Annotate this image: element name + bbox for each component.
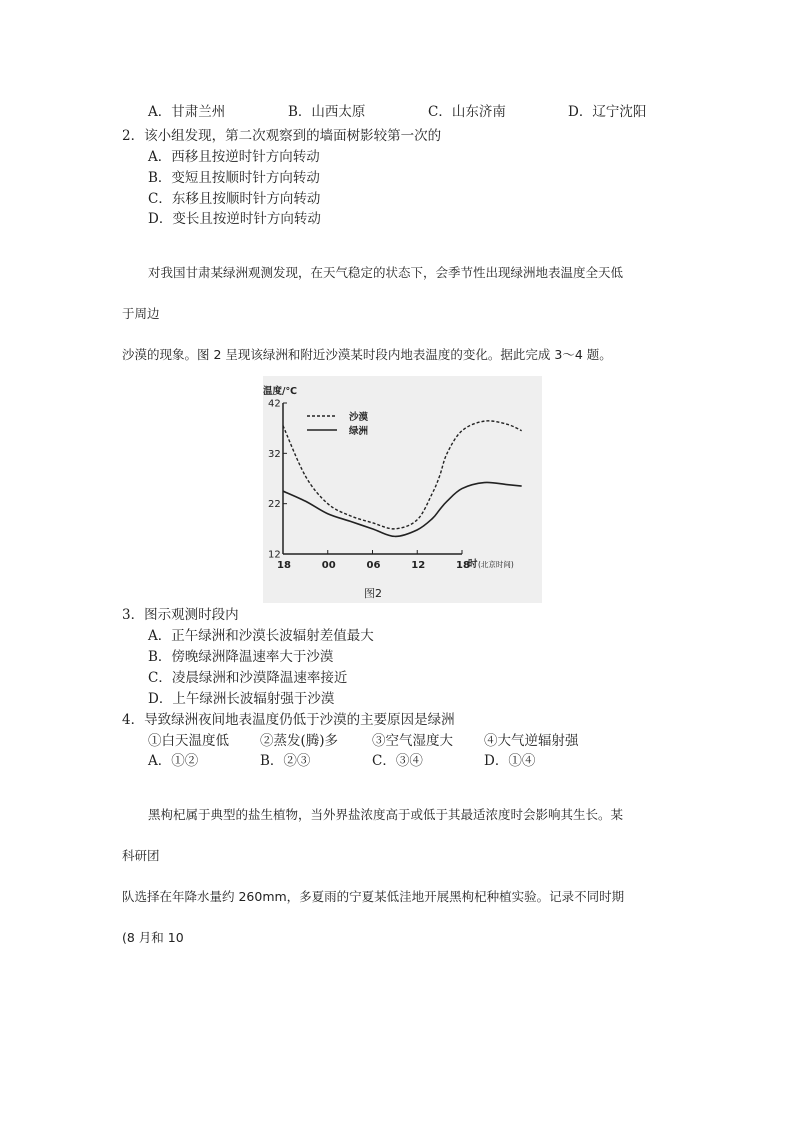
passage2-line3: 队选择在年降水量约 260mm，多夏雨的宁夏某低洼地开展黑枸杞种植实验。记录不同时期 [122, 889, 625, 904]
q2-option-b: B．变短且按顺时针方向转动 [148, 170, 320, 186]
passage2-line1: 黑枸杞属于典型的盐生植物，当外界盐浓度高于或低于其最适浓度时会影响其生长。某 [148, 807, 624, 822]
q4-option-c: C．③④ [372, 753, 423, 769]
q4-item-4: ④大气逆辐射强 [484, 733, 579, 749]
x-tick-label: 12 [411, 560, 426, 571]
figure-2 [263, 376, 542, 603]
y-tick-label: 32 [268, 448, 281, 460]
legend-label-desert: 沙漠 [349, 412, 369, 423]
passage1-line1: 对我国甘肃某绿洲观测发现，在天气稳定的状态下，会季节性出现绿洲地表温度全天低 [148, 265, 624, 280]
legend-label-oasis: 绿洲 [349, 426, 369, 437]
q2-option-c: C．东移且按顺时针方向转动 [148, 191, 321, 207]
passage2-line2: 科研团 [122, 848, 160, 863]
x-tick-label: 06 [366, 560, 381, 571]
q3-option-c: C．凌晨绿洲和沙漠降温速率接近 [148, 670, 348, 686]
q4-item-3: ③空气湿度大 [372, 733, 453, 749]
q3-option-b: B．傍晚绿洲降温速率大于沙漠 [148, 649, 334, 665]
q1-option-a: A．甘肃兰州 [148, 104, 226, 120]
q4-option-a: A．①② [148, 753, 199, 769]
q3-option-d: D．上午绿洲长波辐射强于沙漠 [148, 691, 335, 707]
q3-option-a: A．正午绿洲和沙漠长波辐射差值最大 [148, 628, 374, 644]
passage1-line3: 沙漠的现象。图 2 呈现该绿洲和附近沙漠某时段内地表温度的变化。据此完成 3～4 题。 [122, 347, 612, 362]
y-tick-label: 12 [268, 549, 281, 561]
q3-stem: 3．图示观测时段内 [122, 607, 239, 623]
x-axis-note: (北京时间) [478, 560, 514, 569]
q2-stem: 2．该小组发现，第二次观察到的墙面树影较第一次的 [122, 128, 442, 144]
q2-option-d: D．变长且按逆时针方向转动 [148, 211, 321, 227]
y-tick-label: 42 [268, 398, 281, 410]
series-line-desert [283, 421, 522, 529]
q4-item-1: ①白天温度低 [148, 733, 229, 749]
passage2-line4: (8 月和 10 [122, 930, 184, 945]
temperature-chart [263, 376, 542, 603]
q1-option-c: C．山东济南 [428, 104, 506, 120]
q4-item-2: ②蒸发(腾)多 [260, 733, 339, 749]
x-tick-label: 18 [277, 560, 291, 571]
y-tick-label: 22 [268, 499, 281, 511]
figure-caption: 图2 [364, 587, 382, 600]
q4-stem: 4．导致绿洲夜间地表温度仍低于沙漠的主要原因是绿洲 [122, 712, 455, 728]
x-tick-label: 18 [456, 560, 470, 571]
q4-option-b: B．②③ [260, 753, 311, 769]
q1-option-d: D．辽宁沈阳 [568, 104, 647, 120]
y-axis-label: 温度/℃ [263, 386, 297, 397]
x-axis-label: 时 [468, 559, 478, 570]
q1-option-b: B．山西太原 [288, 104, 366, 120]
q4-option-d: D．①④ [484, 753, 536, 769]
q2-option-a: A．西移且按逆时针方向转动 [148, 149, 320, 165]
x-tick-label: 00 [321, 560, 336, 571]
passage1-line2: 于周边 [122, 306, 160, 321]
